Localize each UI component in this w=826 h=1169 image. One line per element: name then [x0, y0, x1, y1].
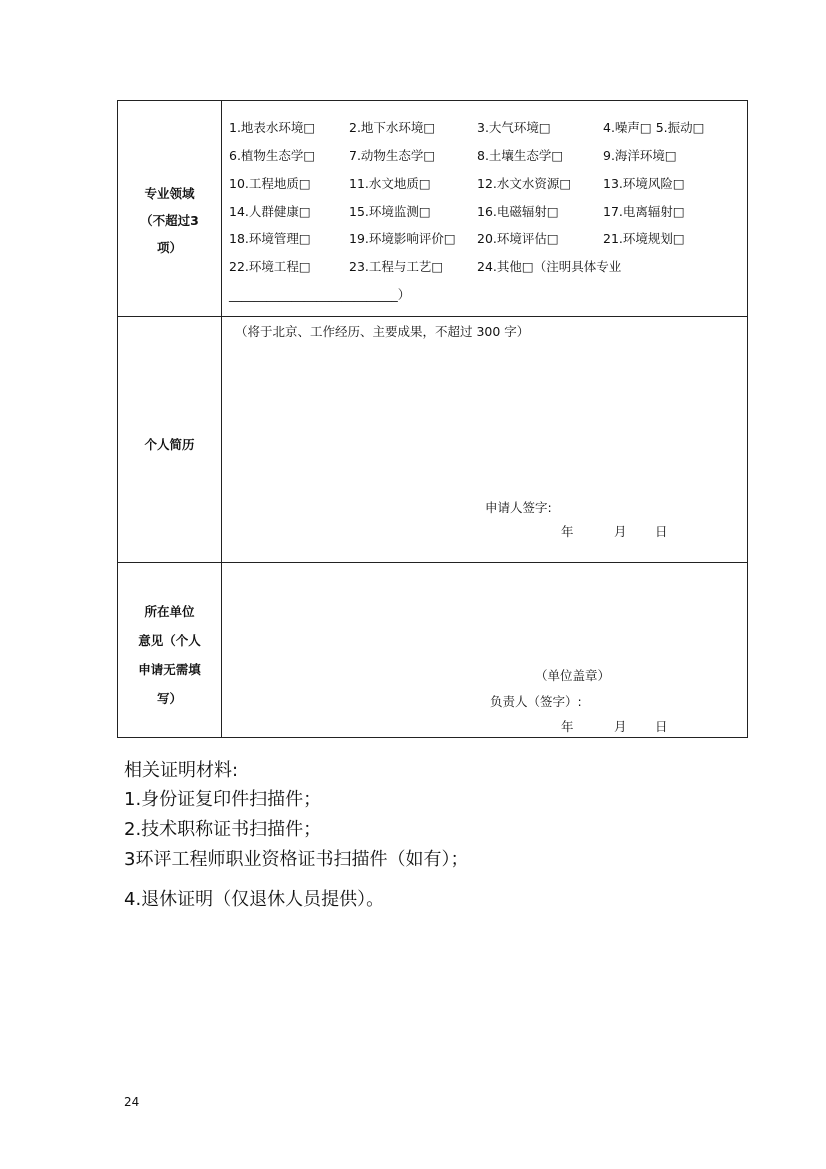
field-option-checkbox[interactable]: 10.工程地质□	[229, 176, 311, 191]
field-label-line: （不超过3	[140, 213, 199, 228]
field-label	[118, 180, 221, 261]
page-number: 24	[124, 1095, 140, 1109]
other-specify-blank[interactable]: ___________________________）	[229, 287, 411, 302]
field-option-checkbox[interactable]: 1.地表水环境□	[229, 120, 316, 135]
unit-seal-label: （单位盖章）	[535, 668, 611, 683]
applicant-signature-label: 申请人签字:	[485, 500, 552, 515]
date-year: 年	[561, 524, 574, 539]
field-option-checkbox[interactable]: 23.工程与工艺□	[349, 259, 444, 274]
field-label-line: 专业领域	[144, 186, 195, 201]
field-option-checkbox[interactable]: 18.环境管理□	[229, 231, 311, 246]
unit-label-line: 写）	[156, 691, 182, 706]
materials-item: 1.身份证复印件扫描件；	[124, 789, 322, 810]
materials-item: 3环评工程师职业资格证书扫描件（如有）；	[124, 849, 469, 870]
table-border-right	[747, 100, 748, 738]
field-option-checkbox[interactable]: 24.其他□（注明具体专业	[477, 259, 622, 274]
resume-input-area[interactable]	[222, 345, 747, 495]
field-option-checkbox[interactable]: 9.海洋环境□	[603, 148, 677, 163]
field-option-checkbox[interactable]: 20.环境评估□	[477, 231, 559, 246]
table-row-divider	[117, 562, 748, 563]
field-option-checkbox[interactable]: 4.噪声□ 5.振动□	[603, 120, 705, 135]
field-option-checkbox[interactable]: 17.电离辐射□	[603, 204, 685, 219]
field-label-line: 项）	[156, 240, 182, 255]
unit-date-month: 月	[614, 719, 627, 734]
field-option-checkbox[interactable]: 14.人群健康□	[229, 204, 311, 219]
field-option-checkbox[interactable]: 2.地下水环境□	[349, 120, 436, 135]
unit-date-day: 日	[655, 719, 668, 734]
unit-signature-label: 负责人（签字）:	[490, 694, 582, 709]
table-border-top	[117, 100, 748, 101]
unit-label-line: 所在单位	[144, 604, 195, 619]
unit-opinion-label	[118, 597, 221, 713]
field-option-checkbox[interactable]: 6.植物生态学□	[229, 148, 316, 163]
unit-label-line: 意见（个人	[138, 633, 201, 648]
field-option-checkbox[interactable]: 16.电磁辐射□	[477, 204, 559, 219]
materials-title: 相关证明材料:	[124, 760, 239, 781]
date-month: 月	[614, 524, 627, 539]
field-option-checkbox[interactable]: 11.水文地质□	[349, 176, 431, 191]
date-day: 日	[655, 524, 668, 539]
field-option-checkbox[interactable]: 22.环境工程□	[229, 259, 311, 274]
resume-label: 个人简历	[144, 437, 195, 452]
resume-hint: （将于北京、工作经历、主要成果，不超过 300 字）	[235, 324, 530, 339]
field-option-checkbox[interactable]: 8.土壤生态学□	[477, 148, 564, 163]
field-option-checkbox[interactable]: 21.环境规划□	[603, 231, 685, 246]
materials-item: 2.技术职称证书扫描件；	[124, 819, 322, 840]
unit-label-line: 申请无需填	[138, 662, 201, 677]
field-option-checkbox[interactable]: 7.动物生态学□	[349, 148, 436, 163]
field-option-checkbox[interactable]: 3.大气环境□	[477, 120, 551, 135]
field-option-checkbox[interactable]: 19.环境影响评价□	[349, 231, 456, 246]
field-option-checkbox[interactable]: 15.环境监测□	[349, 204, 431, 219]
field-option-checkbox[interactable]: 13.环境风险□	[603, 176, 685, 191]
materials-item: 4.退休证明（仅退休人员提供）。	[124, 889, 385, 910]
table-border-bottom	[117, 737, 748, 738]
field-option-checkbox[interactable]: 12.水文水资源□	[477, 176, 572, 191]
table-row-divider	[117, 316, 748, 317]
unit-date-year: 年	[561, 719, 574, 734]
